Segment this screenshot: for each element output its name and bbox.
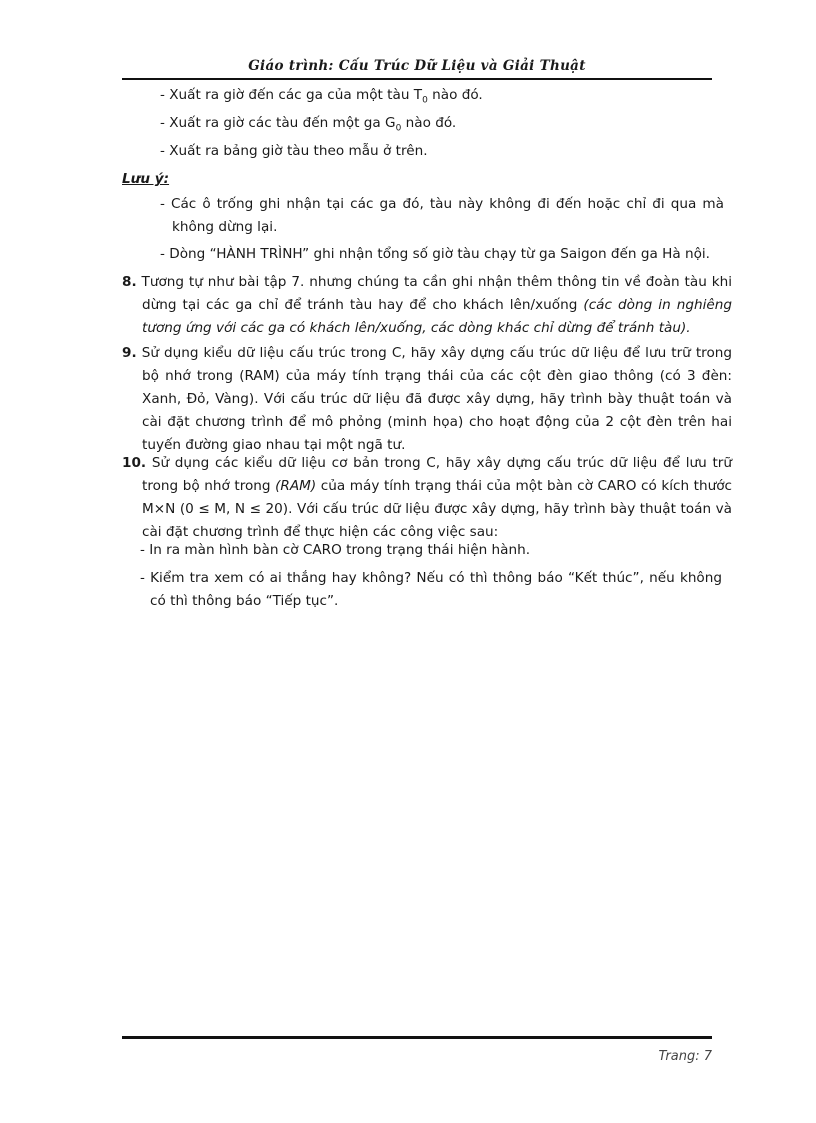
list-item-subscript: 0	[422, 95, 428, 106]
note-item: - Dòng “HÀNH TRÌNH” ghi nhận tổng số giờ tàu chạy từ ga Saigon đến ga Hà nội.	[160, 246, 711, 262]
exercise-text: Sử dụng kiểu dữ liệu cấu trúc trong C, hãy xây dựng cấu trúc dữ liệu để lưu trữ trong bộ nhớ trong (RAM) của máy tính trạng thái của các cột đèn giao thông (có 3 đèn: Xanh, Đỏ, Vàng). Với cấu trúc dữ liệu đã được xây dựng, hãy trình bày thuật toán và cài đặt chương trình để mô phỏng (minh họa) cho hoạt động của 2 cột đèn trên hai tuyến đường giao nhau tại một ngã tư.	[141, 345, 733, 453]
page-header-title: Giáo trình: Cấu Trúc Dữ Liệu và Giải Thuật	[248, 58, 586, 74]
list-item-text: - Xuất ra bảng giờ tàu theo mẫu ở trên.	[160, 143, 428, 159]
exercise-italic-note: (các dòng in nghiêng tương ứng với các ga có khách lên/xuống, các dòng khác chỉ dừng để tránh tàu).	[142, 297, 732, 336]
exercise-text: Sử dụng các kiểu dữ liệu cơ bản trong C, hãy xây dựng cấu trúc dữ liệu để lưu trữ trong bộ nhớ trong	[142, 455, 733, 494]
exercise-text-continued: của máy tính trạng thái của một bàn cờ CARO có kích thước M×N (0 ≤ M, N ≤ 20). Với cấu trúc dữ liệu được xây dựng, hãy trình bày thuật toán và cài đặt chương trình để thực hiện các công việc sau:	[142, 478, 732, 540]
exercise-number: 9.	[122, 345, 137, 361]
header-rule	[122, 78, 712, 80]
list-item	[160, 86, 483, 110]
exercise-text: Tương tự như bài tập 7. nhưng chúng ta cần ghi nhận thêm thông tin về đoàn tàu khi dừng tại các ga chỉ để tránh tàu hay để cho khách lên/xuống	[141, 274, 732, 313]
page-number: Trang: 7	[658, 1049, 712, 1064]
list-item-text: - Xuất ra giờ các tàu đến một ga G	[160, 115, 396, 131]
footer-rule	[122, 1036, 712, 1039]
list-item	[160, 142, 428, 160]
exercise-9	[122, 342, 732, 457]
exercise-10-subitem: - Kiểm tra xem có ai thắng hay không? Nếu có thì thông báo “Kết thúc”, nếu không có thì thông báo “Tiếp tục”.	[140, 570, 722, 609]
exercise-10-subitem: - In ra màn hình bàn cờ CARO trong trạng thái hiện hành.	[140, 542, 531, 558]
list-item-tail: nào đó.	[427, 87, 483, 103]
list-item	[160, 114, 456, 138]
list-item-subscript: 0	[395, 123, 402, 134]
exercise-italic: (RAM)	[275, 478, 317, 494]
exercise-10	[122, 452, 732, 544]
list-item-text: - Xuất ra giờ đến các ga của một tàu T	[160, 87, 423, 103]
exercise-number: 10.	[122, 455, 147, 471]
list-item-tail: nào đó.	[401, 115, 457, 131]
exercise-8	[122, 271, 732, 340]
note-label: Lưu ý:	[122, 171, 170, 187]
note-item: - Các ô trống ghi nhận tại các ga đó, tàu này không đi đến hoặc chỉ đi qua mà không dừng lại.	[160, 196, 724, 235]
exercise-number: 8.	[122, 274, 137, 290]
